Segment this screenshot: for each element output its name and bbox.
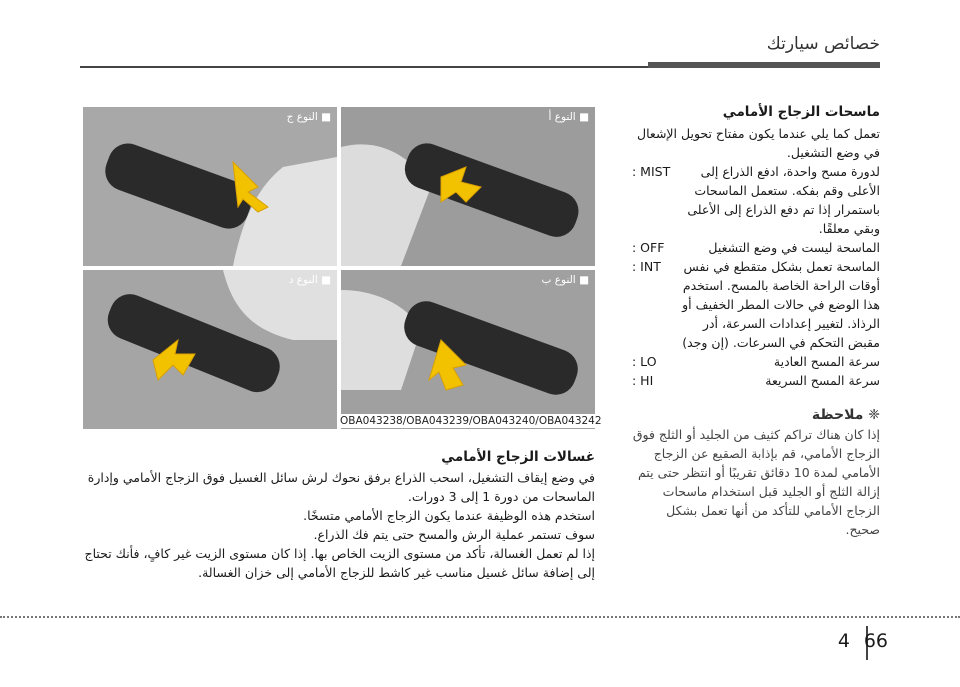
- item-desc: سرعة المسح العادية: [773, 354, 880, 369]
- item-desc: الماسحة تعمل بشكل متقطع في نفس أوقات الراحة الخاصة بالمسح. استخدم هذا الوضع في حالات المطر الخفيف أو الرذاذ. لتغيير إعدادات السرعة، أدر مقبض التحكم في السرعات. (إن وجد): [682, 259, 880, 350]
- wiper-section: [632, 103, 880, 539]
- section-title: ماسحات الزجاج الأمامي: [722, 104, 880, 120]
- page-number: 66: [863, 630, 888, 652]
- wiper-lever-illustration: [340, 270, 602, 429]
- wiper-lever-illustration: [341, 107, 595, 266]
- item-desc: لدورة مسح واحدة، ادفع الذراع إلى الأعلى وقم بفكه. ستعمل الماسحات باستمرار إذا تم دفع الذراع إلى الأعلى وبقي معلقًا.: [687, 164, 880, 236]
- header-bar: [648, 62, 880, 68]
- wiper-lever-illustration: [83, 107, 337, 266]
- item-int: [632, 257, 880, 352]
- washer-paragraph: سوف تستمر عملية الرش والمسح حتى يتم فك الذراع.: [313, 527, 595, 542]
- washer-body: [83, 468, 595, 582]
- photo-type-c: [83, 107, 337, 266]
- item-desc: سرعة المسح السريعة: [765, 373, 880, 388]
- washer-paragraph: إذا لم تعمل الغسالة، تأكد من مستوى الزيت الخاص بها. إذا كان مستوى الزيت غير كافٍ، فأنك تحتاج إلى إضافة سائل غسيل مناسب غير كاشط للزجاج الأمامي إلى خزان الغسالة.: [84, 546, 595, 580]
- wiper-lever-photos: [83, 107, 602, 427]
- wiper-lever-illustration: [83, 270, 337, 429]
- photo-reference-code: OBA043238/OBA043239/OBA043240/OBA043242: [340, 415, 602, 427]
- item-hi: [632, 371, 880, 390]
- washer-paragraph: استخدم هذه الوظيفة عندما يكون الزجاج الأمامي متسخًا.: [303, 508, 595, 523]
- section-intro: تعمل كما يلي عندما يكون مفتاح تحويل الإشعال في وضع التشغيل.: [637, 126, 880, 160]
- photo-label: ■ النوع أ: [548, 111, 589, 123]
- note-title: ❈ ملاحظة: [811, 407, 880, 423]
- item-code: : MIST: [632, 164, 671, 179]
- item-desc: الماسحة ليست في وضع التشغيل: [708, 240, 880, 255]
- footer-dotted-line: [0, 616, 960, 618]
- item-lo: [632, 352, 880, 371]
- washer-paragraph: في وضع إيقاف التشغيل، اسحب الذراع برفق نحوك لرش سائل الغسيل فوق الزجاج الأمامي وإدارة الماسحات من دورة 1 إلى 3 دورات.: [87, 470, 595, 504]
- photo-label: ■ النوع د: [288, 274, 331, 286]
- item-code: : LO: [632, 354, 657, 369]
- item-code: : HI: [632, 373, 654, 388]
- photo-label: ■ النوع ج: [286, 111, 331, 123]
- item-mist: [632, 162, 880, 238]
- page-section-number: 4: [837, 630, 850, 652]
- page-header-title: خصائص سيارتك: [766, 34, 880, 54]
- photo-type-b: [340, 270, 602, 429]
- photo-type-a: [341, 107, 595, 266]
- item-off: [632, 238, 880, 257]
- item-code: : INT: [632, 259, 661, 274]
- item-code: : OFF: [632, 240, 665, 255]
- photo-label: ■ النوع ب: [541, 274, 589, 286]
- photo-type-d: [83, 270, 337, 429]
- washer-title: غسالات الزجاج الأمامي: [441, 449, 595, 465]
- note-body: إذا كان هناك تراكم كثيف من الجليد أو الثلج فوق الزجاج الأمامي، قم بإذابة الصقيع عن الزجاج الأمامي لمدة 10 دقائق تقريبًا أو انتظر حتى يتم إزالة الثلج أو الجليد قبل استخدام ماسحات الزجاج الأمامي للتأكد من أنها تعمل بشكل صحيح.: [632, 427, 880, 537]
